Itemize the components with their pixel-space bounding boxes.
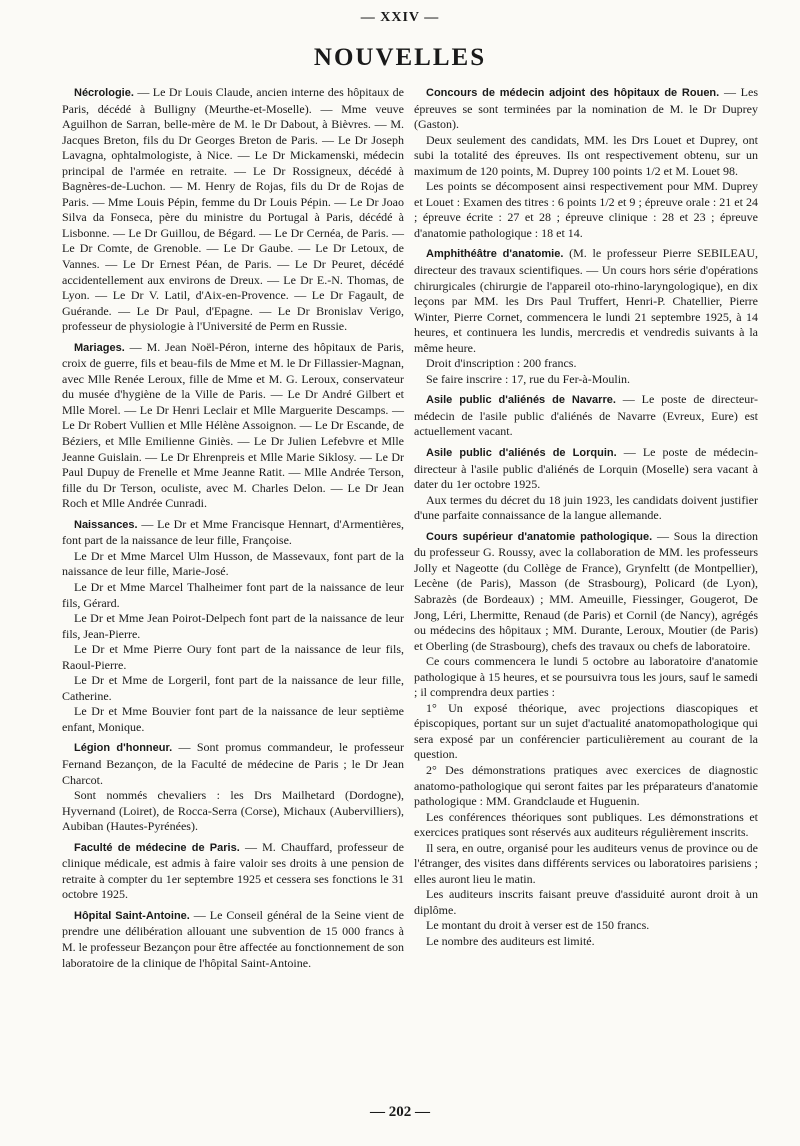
paragraph xyxy=(414,918,758,934)
paragraph-text: Le Dr et Mme Marcel Ulm Husson, de Massevaux, font part de la naissance de leur fille, Marie-José. xyxy=(62,548,404,579)
paragraph xyxy=(414,356,758,372)
paragraph-text: Le Dr et Mme Pierre Oury font part de la naissance de leur fils, Raoul-Pierre. xyxy=(62,642,404,672)
paragraph-text: — M. Jean Noël-Péron, interne des hôpitaux de Paris, croix de guerre, fils et beau-fils de Mme et M. le Dr Fillassier-Magnan, avec Mlle Renée Leroux, fille de Mme et M. G. Leroux, conservateur du musée d'hygiène de la Ville de Paris. — Le Dr André Gilbert et Mlle Morel. — Le Dr Henri Leclair et Mlle Marguerite Descamps. — Le Dr Robert Vullien et Mlle Hélène Assoignon. — Le Dr Escande, de Béziers, et Mlle Emilienne Giniès. — Le Dr Julien Lefebvre et Mlle Jeanne Guislain. — Le Dr Ehrenpreis et Mlle Marie Siklosy. — Le Dr Paul Dupuy de Frenelle et Mme Jeanne Ratit. — Mlle Andrée Terson, fille du Dr Terson, oculiste, avec M. Charles Delon. — Le Dr Jean Roch et Mlle Andrée Cunradi. xyxy=(62,339,404,511)
page-number: — 202 — xyxy=(370,1104,430,1120)
paragraph-text: Le nombre des auditeurs est limité. xyxy=(426,933,595,948)
paragraph-text: Le montant du droit à verser est de 150 francs. xyxy=(426,918,650,933)
paragraph xyxy=(414,179,758,241)
paragraph-text: Les points se décomposent ainsi respectivement pour MM. Duprey et Louet : Examen des titres : 6 points 1/2 et 9 ; épreuve orale : 21 et 24 ; épreuve écrite : 27 et 28 ; épreuve clinique : 28 et 23 ; épreuve d'anatomie pathologique : 18 et 14. xyxy=(414,179,758,240)
section-heading: Faculté de médecine de Paris. xyxy=(74,841,240,854)
section-heading: Légion d'honneur. xyxy=(74,742,173,755)
paragraph-text: Ce cours commencera le lundi 5 octobre au laboratoire d'anatomie pathologique à 15 heures, et se poursuivra tous les jours, sauf le samedi ; il comprendra deux parties : xyxy=(414,654,758,700)
paragraph xyxy=(62,517,404,549)
paragraph xyxy=(414,445,758,493)
paragraph xyxy=(414,934,758,950)
paragraph xyxy=(414,654,758,701)
paragraph-text: Le Dr et Mme de Lorgeril, font part de la naissance de leur fille, Catherine. xyxy=(62,673,404,703)
paragraph xyxy=(62,788,404,835)
paragraph xyxy=(414,701,758,763)
paragraph xyxy=(414,246,758,356)
page-title: NOUVELLES xyxy=(313,44,487,71)
paragraph-text: Les auditeurs inscrits faisant preuve d'assiduité auront droit à un diplôme. xyxy=(414,887,758,917)
paragraph-text: Les conférences théoriques sont publiques. Les démonstrations et exercices pratiques sont réservés aux auditeurs régulièrement inscrits. xyxy=(414,809,758,840)
section-heading: Mariages. xyxy=(74,341,125,354)
folio: — XXIV — xyxy=(360,10,440,25)
paragraph-text: Aux termes du décret du 18 juin 1923, les candidats doivent justifier d'une parfaite connaissance de la langue allemande. xyxy=(414,492,758,523)
paragraph xyxy=(414,133,758,180)
paragraph-text: — Le Dr Louis Claude, ancien interne des hôpitaux de Paris, décédé à Bulligny (Meurthe-et-Moselle). — Mme veuve Aguilhon de Sarran, belle-mère de M. le Dr Dabout, à Bièvres. — M. Jacques Breton, fils du Dr Georges Breton de Paris. — Le Dr Joseph Lavagna, ophtalmologiste, à Nice. — Le Dr Mickamenski, médecin principal de l'armée en retraite. — Le Dr Rossigneux, décédé à Bagnères-de-Luchon. — M. Henry de Rojas, fils du Dr de Rojas de Paris. — Mme Louis Pépin, femme du Dr Louis Pépin. — Le Dr Joao Silva da Fonseca, père du ministre du Portugal à Paris, décédé à Lisbonne. — Le Dr Guillou, de Bégard. — Le Dr Cernéa, de Paris. — Le Dr Comte, de Grenoble. — Le Dr Gaube. — Le Dr Letoux, de Vannes. — Le Dr Ernest Péan, de Paris. — Le Dr Peuret, décédé accidentellement aux environs de Dreux. — Le Dr E.-N. Thomas, de Lyon. — Le Dr V. Latil, d'Aix-en-Provence. — Le Dr Fagault, de Guérande. — Le Dr Paul, d'Epagne. — Le Dr Bronislav Verigo, professeur de physiologie à l'Université de Perm en Russie. xyxy=(62,85,404,334)
paragraph-text: (M. le professeur Pierre SEBILEAU, directeur des travaux scientifiques. — Un cours hors série d'opérations chirurgicales (chirurgie de l'appareil oto-rhino-laryngologique), en dix leçons par MM. les Drs Paul Truffert, Henri-P. Chatellier, Pierre Winter, Pierre Cornet, commencera le lundi 21 septembre 1925, à 14 heures, et continuera les lundis, mercredis et vendredis suivants à la même heure. xyxy=(414,246,758,355)
paragraph xyxy=(62,704,404,735)
paragraph xyxy=(414,841,758,888)
paragraph-text: 1° Un exposé théorique, avec projections diascopiques et épiscopiques, portant sur un sujet d'actualité anatomopathologique qui sera exposé par un conférencier particulièrement au courant de la question. xyxy=(414,700,758,762)
paragraph xyxy=(414,392,758,440)
paragraph xyxy=(414,372,758,388)
paragraph xyxy=(62,580,404,611)
section-heading: Cours supérieur d'anatomie pathologique. xyxy=(426,530,653,543)
section-heading: Nécrologie. xyxy=(74,87,134,99)
paragraph-text: — M. Chauffard, professeur de clinique médicale, est admis à faire valoir ses droits à une pension de retraite à compter du 1er septembre 1925 et cessera ses fonctions le 31 octobre 1925. xyxy=(62,839,405,902)
paragraph xyxy=(62,908,404,971)
paragraph-text: Le Dr et Mme Jean Poirot-Delpech font part de la naissance de leur fils, Jean-Pierre. xyxy=(62,611,404,641)
paragraph xyxy=(62,549,404,580)
paragraph-text: Deux seulement des candidats, MM. les Drs Louet et Duprey, ont subi la totalité des épreuves. Ils ont respectivement obtenu, sur un maximum de 120 points, M. Duprey 100 points 1/2 et M. Louet 98. xyxy=(414,132,758,178)
paragraph-text: — Le Conseil général de la Seine vient de prendre une délibération allouant une subvention de 15 000 francs à M. le professeur Bezançon pour être affectée au fonctionnement de son laboratoire de la clinique de l'hôpital Saint-Antoine. xyxy=(62,907,404,970)
paragraph-text: Le Dr et Mme Bouvier font part de la naissance de leur septième enfant, Monique. xyxy=(62,704,404,734)
paragraph xyxy=(414,763,758,810)
paragraph-text: — Le poste de médecin-directeur à l'asile public d'aliénés de Lorquin (Moselle) sera vacant à dater du 1er octobre 1925. xyxy=(414,445,758,492)
paragraph xyxy=(414,85,758,133)
paragraph xyxy=(414,887,758,918)
paragraph xyxy=(62,840,404,903)
section-heading: Hôpital Saint-Antoine. xyxy=(74,909,190,922)
paragraph-text: — Sont promus commandeur, le professeur Fernand Bezançon, de la Faculté de médecine de Paris ; le Dr Jean Charcot. xyxy=(62,740,404,787)
section-heading: Amphithéâtre d'anatomie. xyxy=(426,248,564,261)
section-heading: Naissances. xyxy=(74,518,138,531)
paragraph xyxy=(62,85,404,335)
section-heading: Asile public d'aliénés de Lorquin. xyxy=(426,447,617,460)
right-column xyxy=(414,80,758,950)
paragraph-text: Le Dr et Mme Marcel Thalheimer font part de la naissance de leur fils, Gérard. xyxy=(62,579,404,610)
paragraph-text: 2° Des démonstrations pratiques avec exercices de diagnostic anatomo-pathologique qui seront faites par les préparateurs d'anatomie pathologique : MM. Grandclaude et Huguenin. xyxy=(414,762,758,809)
paragraph xyxy=(62,642,404,673)
paragraph xyxy=(414,529,758,654)
paragraph xyxy=(62,740,404,788)
paragraph-text: Se faire inscrire : 17, rue du Fer-à-Moulin. xyxy=(426,371,631,386)
paragraph-text: — Le Dr et Mme Francisque Hennart, d'Armentières, font part de la naissance de leur fille, Françoise. xyxy=(62,516,404,548)
paragraph-text: — Sous la direction du professeur G. Roussy, avec la collaboration de MM. les professeurs Jolly et Nageotte (du Collège de France), Grynfeltt (de Montpellier), Lecène (de Paris), Masson (de Strasbourg), Policard (de Lyon), Sabrazès (de Bordeaux) ; MM. Ameuille, Fiessinger, Gougerot, De Jong, Léri, Lhermitte, Renaud (de Paris) et Cornil (de Nancy), agrégés ou médecins des hôpitaux ; MM. Durante, Leroux, Moutier (de Paris) et Oberling (de Strasbourg), chefs des travaux ou chefs de laboratoire. xyxy=(414,528,759,653)
section-heading: Concours de médecin adjoint des hôpitaux de Rouen. xyxy=(426,87,720,99)
paragraph xyxy=(62,340,404,512)
paragraph xyxy=(414,493,758,524)
paragraph-text: Sont nommés chevaliers : les Drs Mailhetard (Dordogne), Hyvernand (Loiret), de Rocca-Serra (Corse), Michaux (Aubervilliers), Aubiban (Hautes-Pyrénées). xyxy=(62,788,404,834)
paragraph xyxy=(62,673,404,704)
paragraph-text: Droit d'inscription : 200 francs. xyxy=(426,356,577,371)
paragraph-text: Il sera, en outre, organisé pour les auditeurs venus de province ou de l'étranger, des visites dans différents services ou laboratoires parisiens ; elles auront lieu le matin. xyxy=(414,840,758,886)
paragraph xyxy=(414,810,758,841)
paragraph-text: — Les épreuves se sont terminées par la nomination de M. le Dr Duprey (Gaston). xyxy=(414,85,758,132)
paragraph-text: — Le poste de directeur-médecin de l'asile public d'aliénés de Navarre (Evreux, Eure) est actuellement vacant. xyxy=(414,392,758,439)
paragraph xyxy=(62,611,404,642)
section-heading: Asile public d'aliénés de Navarre. xyxy=(426,394,616,407)
left-column xyxy=(62,80,404,971)
